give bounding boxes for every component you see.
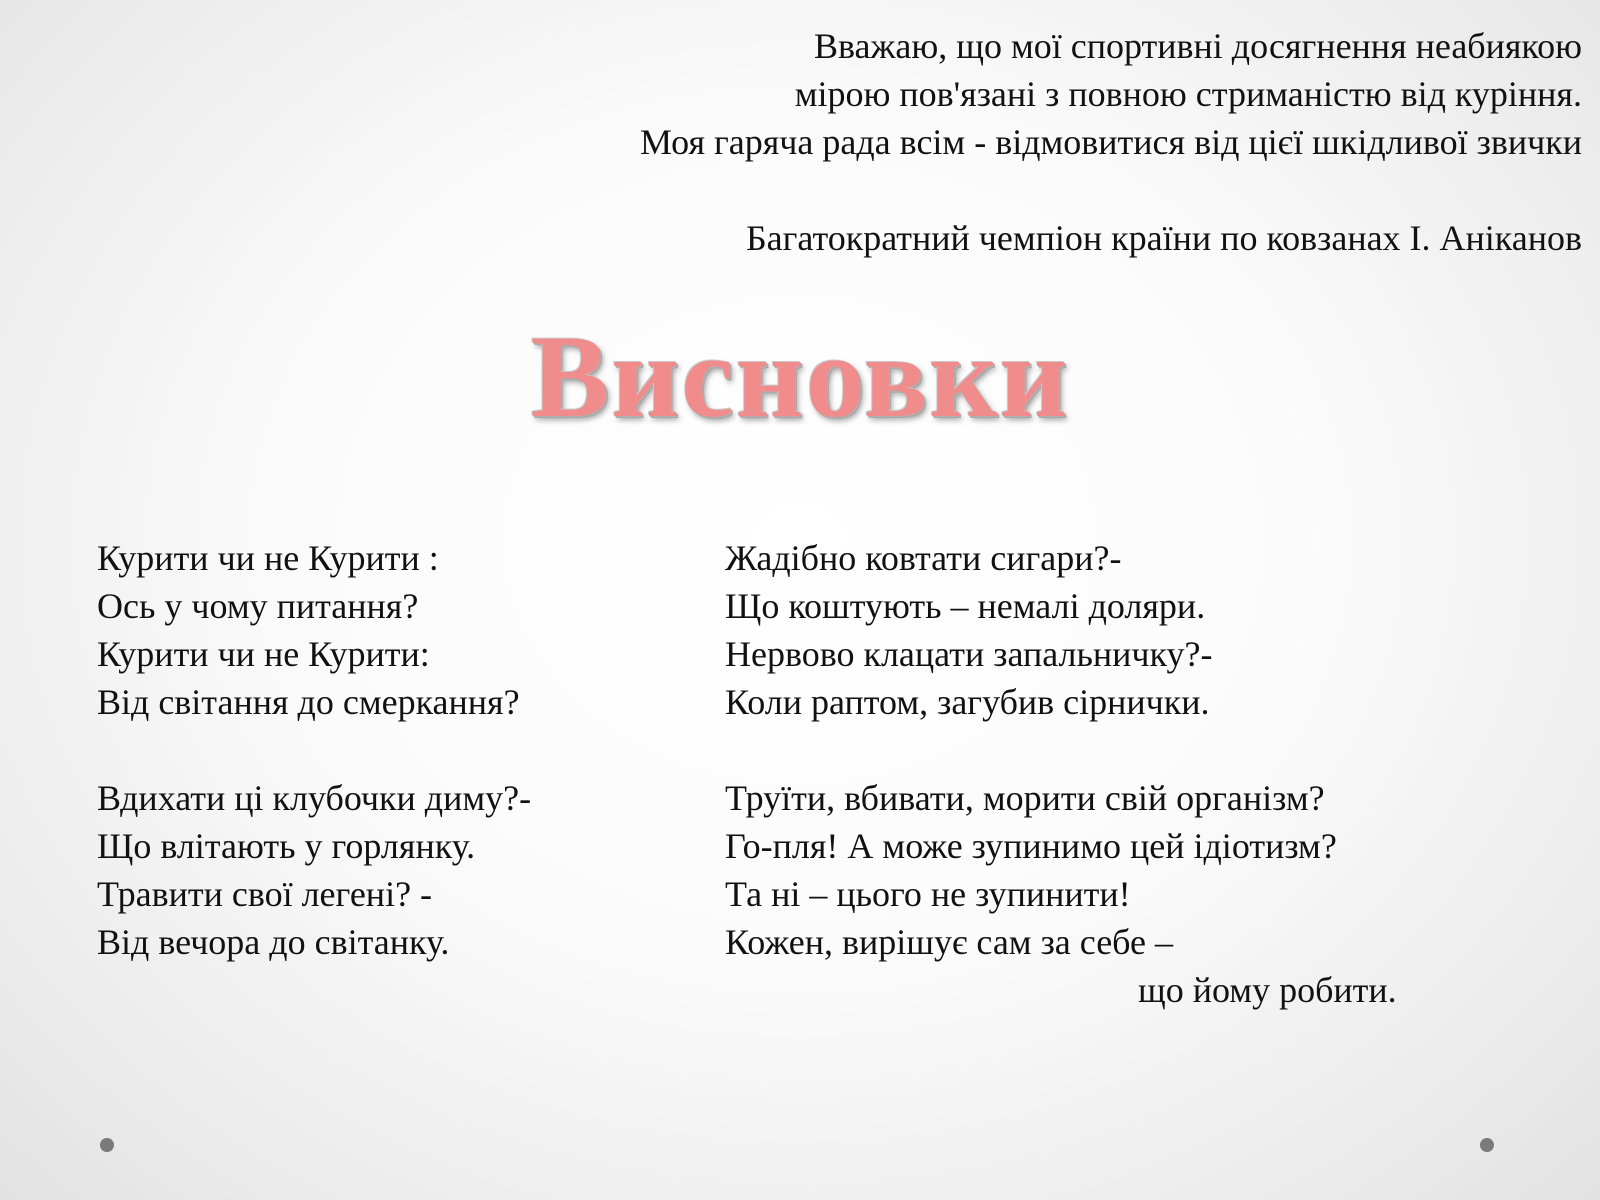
poem-line: Від вечора до світанку.	[97, 922, 450, 962]
poem-line: Від світання до смеркання?	[97, 682, 520, 722]
poem-line: Ось у чому питання?	[97, 586, 419, 626]
slide-title: Висновки	[530, 311, 1070, 442]
epigraph-quote	[382, 22, 1582, 262]
poem-line: Що коштують – немалі доляри.	[725, 586, 1206, 626]
quote-line: мірою пов'язані з повною стриманістю від куріння.	[794, 74, 1582, 114]
poem-line: Труїти, вбивати, морити свій організм?	[725, 778, 1325, 818]
bullet-dot-right	[1480, 1138, 1494, 1152]
bullet-dot-left	[100, 1138, 114, 1152]
poem-closing-line: що йому робити.	[1138, 970, 1397, 1010]
quote-line: Вважаю, що мої спортивні досягнення неабиякою	[813, 26, 1582, 66]
poem-line: Курити чи не Курити :	[97, 538, 439, 578]
poem-line: Вдихати ці клубочки диму?-	[97, 778, 532, 818]
poem-line: Го-пля! А може зупинимо цей ідіотизм?	[725, 826, 1337, 866]
poem-line: Травити свої легені? -	[97, 874, 433, 914]
poem-line: Жадібно ковтати сигари?-	[725, 538, 1122, 578]
quote-author: Багатократний чемпіон країни по ковзанах І. Аніканов	[746, 218, 1582, 258]
poem-line: Що влітають у горлянку.	[97, 826, 476, 866]
stanza-gap	[97, 726, 531, 774]
poem-line: Нервово клацати запальничку?-	[725, 634, 1213, 674]
poem-line: Коли раптом, загубив сірнички.	[725, 682, 1210, 722]
stanza-gap	[725, 726, 1397, 774]
poem-line: Та ні – цього не зупинити!	[725, 874, 1131, 914]
quote-line: Моя гаряча рада всім - відмовитися від цієї шкідливої звички	[640, 122, 1582, 162]
poem-right-column	[725, 534, 1397, 1014]
poem-line: Кожен, вирішує сам за себе –	[725, 922, 1173, 962]
poem-line: Курити чи не Курити:	[97, 634, 430, 674]
poem-left-column	[97, 534, 531, 966]
